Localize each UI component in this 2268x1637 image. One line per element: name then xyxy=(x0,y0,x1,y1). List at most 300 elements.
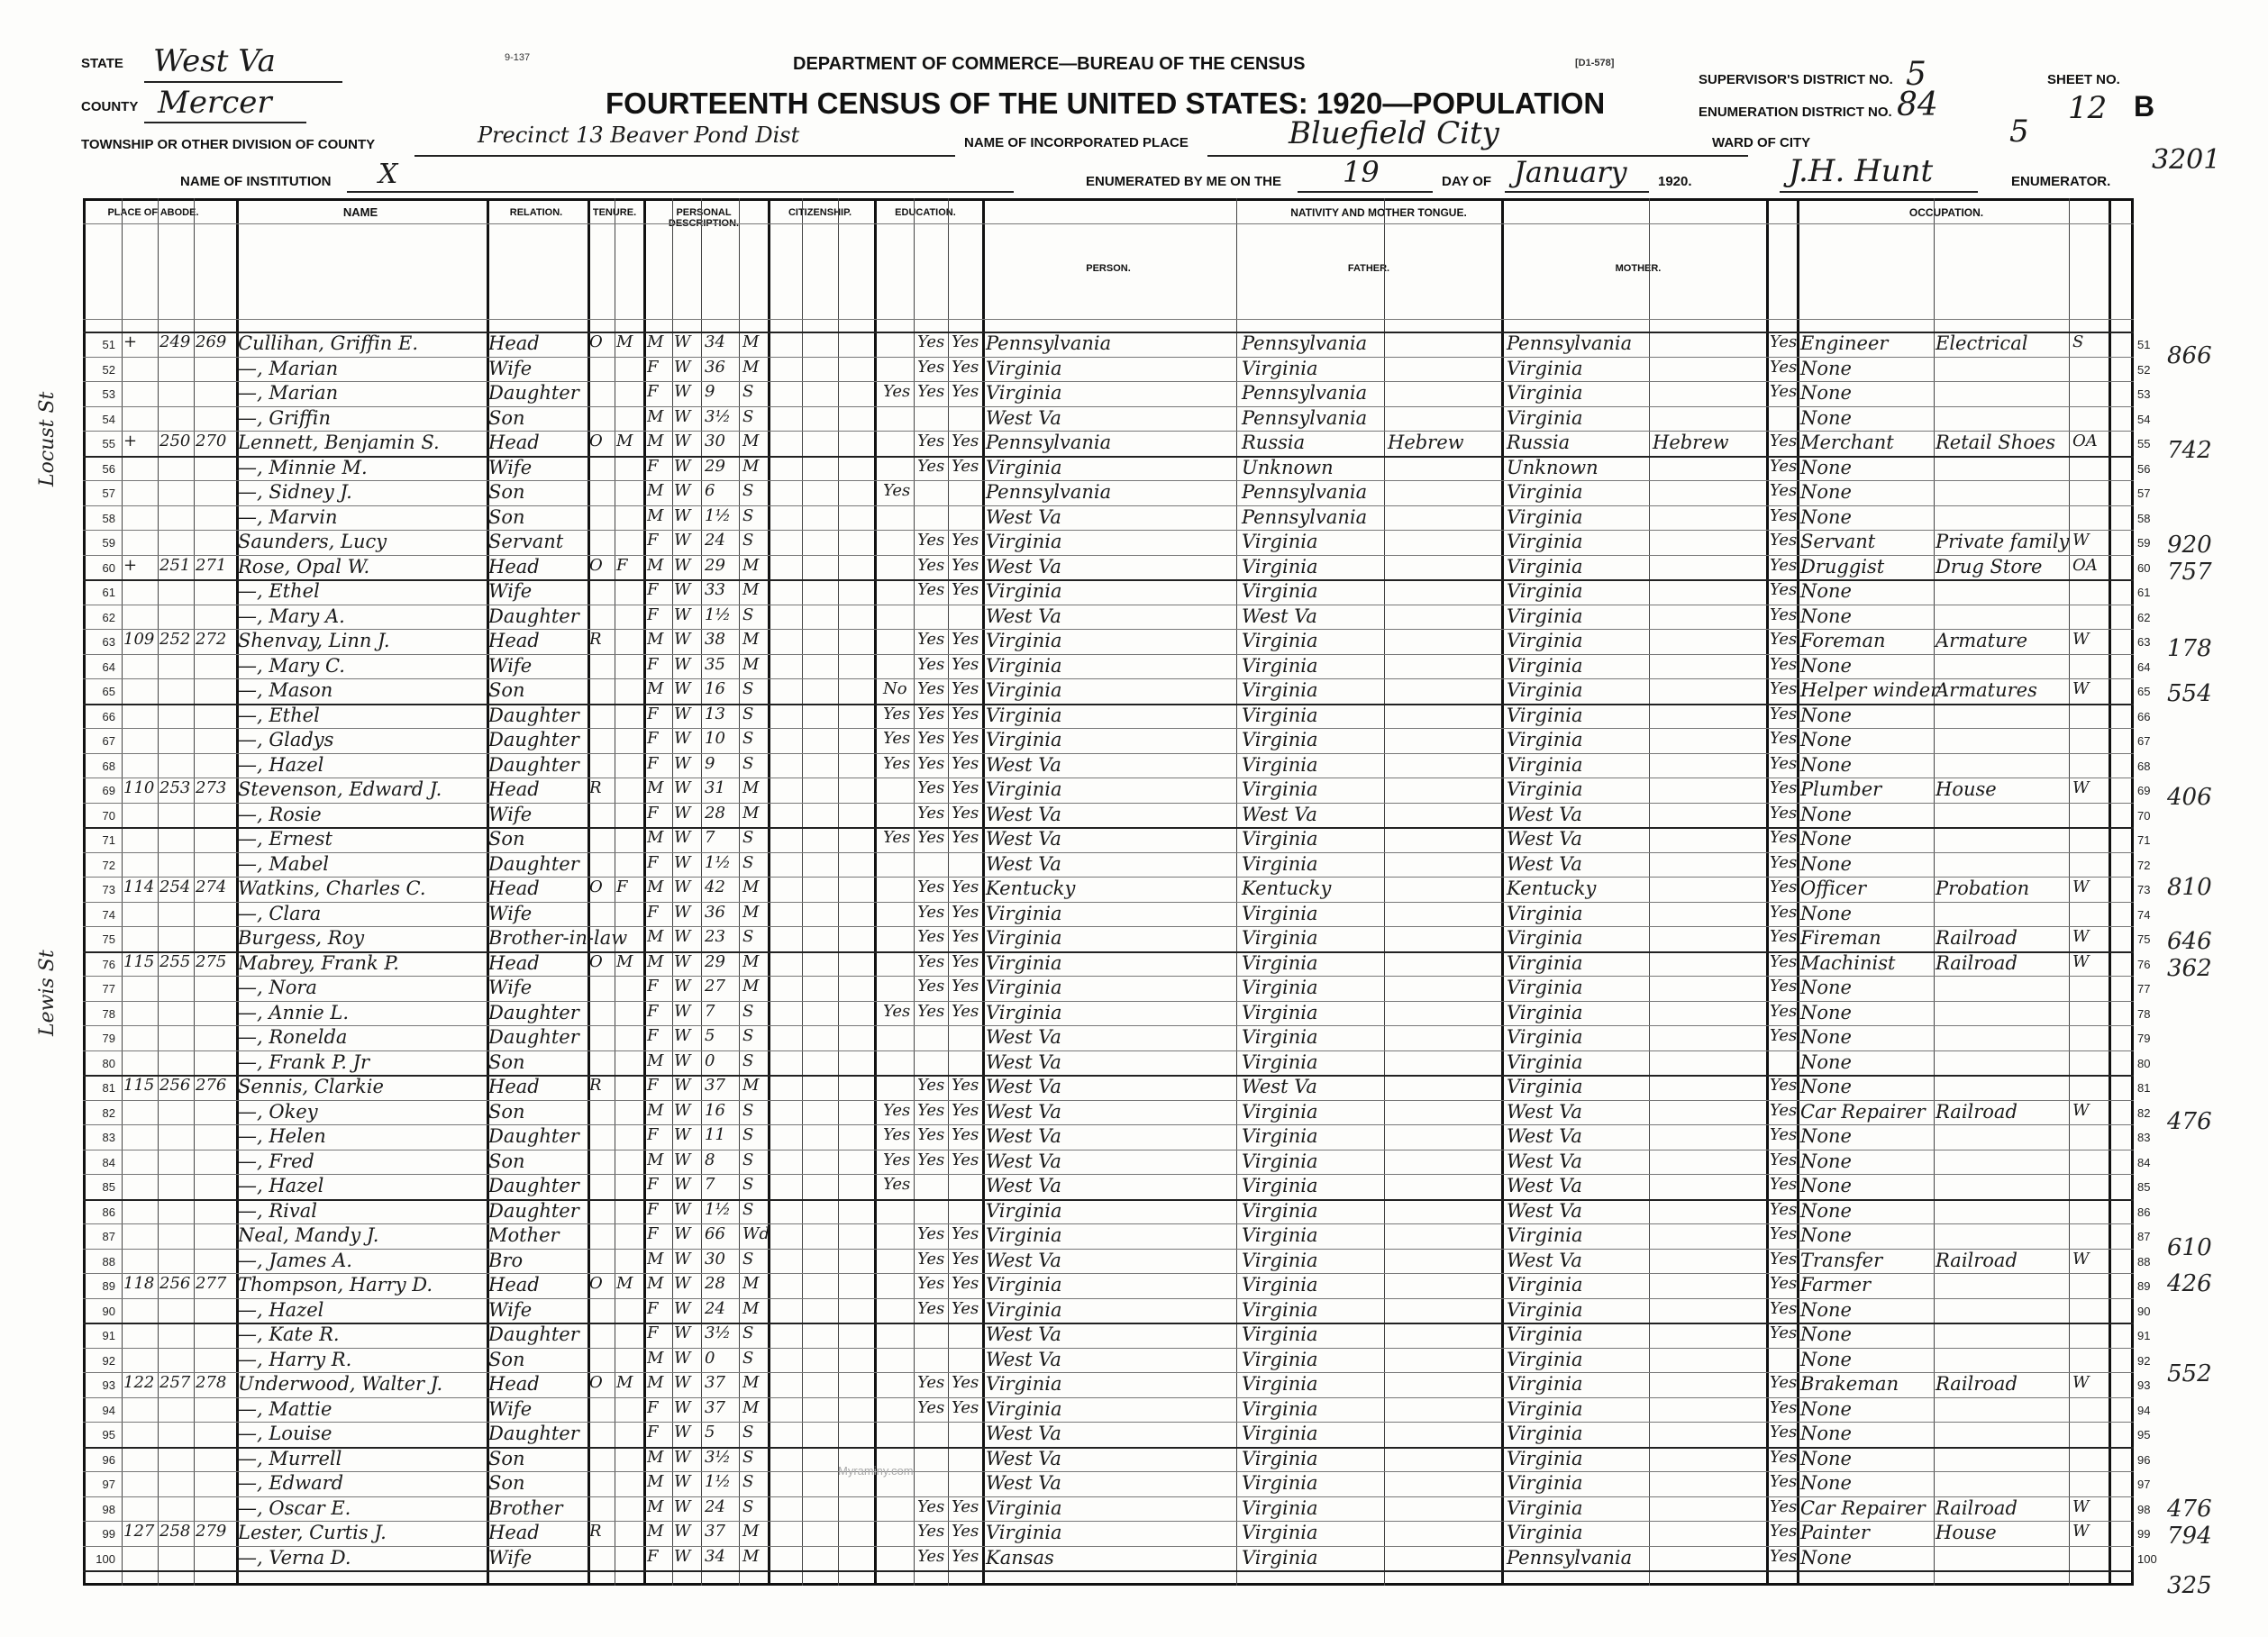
cell-pob: Virginia xyxy=(986,1522,1062,1543)
right-margin-note: 325 xyxy=(2167,1572,2212,1599)
line-number-right: 60 xyxy=(2137,560,2151,575)
cell-read: Yes xyxy=(917,878,945,896)
cell-ms: M xyxy=(742,1274,760,1293)
column-number-rule xyxy=(83,319,2134,320)
cell-street: 127 xyxy=(123,1522,155,1541)
cell-mpob: Virginia xyxy=(1507,927,1583,949)
cell-ms: S xyxy=(742,406,754,426)
cell-fpob: Virginia xyxy=(1242,1026,1318,1048)
cell-write: Yes xyxy=(952,927,979,946)
line-number-right: 72 xyxy=(2137,858,2151,872)
cell-cls: W xyxy=(2072,1373,2090,1392)
cell-fpob: Virginia xyxy=(1242,1125,1318,1147)
cell-read: Yes xyxy=(917,1373,945,1392)
cell-cls: W xyxy=(2072,679,2090,698)
cell-ind: Retail Shoes xyxy=(1936,432,2056,453)
cell-mpob: Virginia xyxy=(1507,481,1583,503)
enumerated-label: ENUMERATED BY ME ON THE xyxy=(1086,174,1281,189)
cell-ms: S xyxy=(742,481,754,500)
line-number-right: 56 xyxy=(2137,461,2151,476)
cell-ms: S xyxy=(742,729,754,748)
cell-occ: None xyxy=(1800,1199,1852,1222)
cell-age: 1½ xyxy=(705,505,731,525)
cell-write: Yes xyxy=(952,902,979,922)
cell-rel: Head xyxy=(488,878,540,899)
cell-occ: Car Repairer xyxy=(1800,1496,1926,1519)
cell-age: 1½ xyxy=(705,605,731,624)
supervisor-value: 5 xyxy=(1906,56,1926,93)
cell-pob: Pennsylvania xyxy=(986,332,1112,354)
group-name: NAME xyxy=(342,205,378,219)
cell-race: W xyxy=(674,1323,691,1342)
cell-name: —, Ethel xyxy=(238,580,320,602)
cell-occ: None xyxy=(1800,729,1852,750)
cell-rel: Daughter xyxy=(488,1001,579,1023)
cell-ms: M xyxy=(742,654,760,674)
cell-rel: Daughter xyxy=(488,1323,579,1345)
cell-sex: M xyxy=(647,432,664,450)
corner-number: 3201 xyxy=(2152,144,2221,176)
cell-pob: West Va xyxy=(986,1026,1061,1048)
margin-street-bottom: Lewis St xyxy=(36,950,59,1036)
cell-occ: Machinist xyxy=(1800,951,1896,974)
cell-pob: West Va xyxy=(986,1348,1061,1370)
line-number-right: 89 xyxy=(2137,1279,2151,1293)
cell-name: —, Mason xyxy=(238,679,333,701)
cell-eng: Yes xyxy=(1770,1546,1798,1566)
line-number: 86 xyxy=(102,1205,115,1219)
cell-eng: Yes xyxy=(1770,654,1798,674)
cell-sex: M xyxy=(647,1249,664,1269)
cell-ms: M xyxy=(742,1546,760,1566)
cell-pob: Virginia xyxy=(986,630,1062,651)
cell-school: Yes xyxy=(883,753,911,773)
cell-fam: 273 xyxy=(196,778,227,797)
cell-fpob: Virginia xyxy=(1242,1001,1318,1023)
cell-ms: S xyxy=(742,679,754,698)
cell-sex: F xyxy=(647,382,659,401)
cell-name: —, Okey xyxy=(238,1100,318,1123)
cell-read: Yes xyxy=(917,332,945,351)
cell-rel: Wife xyxy=(488,654,533,677)
cell-fpob: Virginia xyxy=(1242,1274,1318,1296)
cell-sex: F xyxy=(647,902,659,922)
cell-eng: Yes xyxy=(1770,1076,1798,1095)
cell-dw: 249 xyxy=(159,332,191,351)
cell-pob: West Va xyxy=(986,505,1061,528)
cell-read: Yes xyxy=(917,828,945,847)
cell-rel: Wife xyxy=(488,580,533,602)
line-number: 71 xyxy=(102,833,115,847)
line-number: 89 xyxy=(102,1279,115,1293)
form-number: 9-137 xyxy=(505,52,531,63)
cell-age: 37 xyxy=(705,1373,725,1392)
cell-occ: None xyxy=(1800,1076,1852,1097)
cell-cls: S xyxy=(2072,332,2084,351)
cell-ms: M xyxy=(742,1373,760,1392)
cell-rel: Wife xyxy=(488,1546,533,1569)
cell-race: W xyxy=(674,1026,691,1045)
cell-mpob: Virginia xyxy=(1507,977,1583,998)
right-margin-note: 920 xyxy=(2167,532,2212,559)
cell-sex: F xyxy=(647,1423,659,1441)
cell-street: 110 xyxy=(123,778,155,797)
cell-fpob: Pennsylvania xyxy=(1242,406,1368,429)
cell-name: Thompson, Harry D. xyxy=(238,1274,433,1296)
line-number: 84 xyxy=(102,1155,115,1169)
right-margin-note: 866 xyxy=(2167,342,2212,369)
cell-eng: Yes xyxy=(1770,852,1798,872)
cell-age: 33 xyxy=(705,580,725,599)
cell-sex: M xyxy=(647,1373,664,1392)
cell-ms: S xyxy=(742,1496,754,1516)
cell-ms: S xyxy=(742,1100,754,1120)
cell-ind: Electrical xyxy=(1936,332,2028,354)
cell-mpob: Virginia xyxy=(1507,630,1583,651)
cell-own: R xyxy=(589,630,602,649)
cell-pob: Pennsylvania xyxy=(986,481,1112,503)
supervisor-label: SUPERVISOR'S DISTRICT NO. xyxy=(1699,72,1893,87)
cell-name: —, Louise xyxy=(238,1423,332,1444)
cell-rel: Son xyxy=(488,1472,525,1494)
cell-ms: S xyxy=(742,605,754,624)
line-number-right: 84 xyxy=(2137,1155,2151,1169)
cell-read: Yes xyxy=(917,679,945,698)
cell-sex: F xyxy=(647,1224,659,1243)
cell-occ: Druggist xyxy=(1800,555,1885,577)
cell-ind: Railroad xyxy=(1936,1373,2018,1395)
cell-pob: Virginia xyxy=(986,382,1062,404)
cell-rel: Daughter xyxy=(488,753,579,776)
cell-name: —, Mabel xyxy=(238,852,329,875)
cell-write: Yes xyxy=(952,704,979,723)
cell-read: Yes xyxy=(917,778,945,797)
cell-occ: None xyxy=(1800,1447,1852,1469)
line-number-right: 66 xyxy=(2137,709,2151,723)
cell-age: 38 xyxy=(705,630,725,649)
cell-occ: None xyxy=(1800,481,1852,503)
cell-own: O xyxy=(589,1274,603,1293)
cell-pob: Virginia xyxy=(986,1224,1062,1246)
cell-race: W xyxy=(674,704,691,723)
cell-fpob: Virginia xyxy=(1242,679,1318,701)
cell-ms: Wd xyxy=(742,1224,770,1243)
cell-pob: Virginia xyxy=(986,1199,1062,1222)
line-number: 67 xyxy=(102,734,115,748)
cell-mpob: Virginia xyxy=(1507,1496,1583,1519)
cell-write: Yes xyxy=(952,1373,979,1392)
cell-school: Yes xyxy=(883,704,911,723)
cell-name: —, James A. xyxy=(238,1249,352,1271)
cell-pob: Virginia xyxy=(986,1373,1062,1395)
cell-ms: M xyxy=(742,332,760,351)
cell-pob: Kentucky xyxy=(986,878,1076,899)
cell-ind: Railroad xyxy=(1936,1249,2018,1271)
line-number-right: 93 xyxy=(2137,1378,2151,1392)
state-value: West Va xyxy=(153,43,276,79)
cell-pob: West Va xyxy=(986,1175,1061,1196)
cell-ms: M xyxy=(742,432,760,450)
cell-dw: 250 xyxy=(159,432,191,450)
cell-own: O xyxy=(589,951,603,971)
cell-sex: F xyxy=(647,357,659,377)
cell-mpob: West Va xyxy=(1507,1199,1582,1222)
line-number-right: 61 xyxy=(2137,586,2151,599)
cell-rel: Daughter xyxy=(488,704,579,726)
cell-mpob: Virginia xyxy=(1507,1076,1583,1097)
cell-occ: None xyxy=(1800,902,1852,924)
cell-fpob: Pennsylvania xyxy=(1242,382,1368,404)
cell-read: Yes xyxy=(917,1224,945,1243)
cell-sex: M xyxy=(647,1150,664,1169)
cell-age: 16 xyxy=(705,679,725,698)
cell-race: W xyxy=(674,1125,691,1144)
cell-street: + xyxy=(123,555,138,575)
cell-ms: M xyxy=(742,580,760,599)
cell-name: Underwood, Walter J. xyxy=(238,1373,443,1395)
cell-race: W xyxy=(674,1348,691,1368)
cell-age: 35 xyxy=(705,654,725,674)
cell-mpob: Virginia xyxy=(1507,902,1583,924)
cell-write: Yes xyxy=(952,977,979,996)
cell-fpob: Virginia xyxy=(1242,951,1318,974)
line-number-right: 53 xyxy=(2137,387,2151,401)
cell-dw: 256 xyxy=(159,1076,191,1095)
cell-cls: W xyxy=(2072,1100,2090,1120)
cell-mpob: Unknown xyxy=(1507,456,1599,478)
cell-fpob: Virginia xyxy=(1242,753,1318,776)
cell-write: Yes xyxy=(952,630,979,649)
cell-ms: S xyxy=(742,927,754,946)
cell-ms: S xyxy=(742,753,754,773)
enumerated-day: 19 xyxy=(1343,155,1380,189)
cell-occ: Servant xyxy=(1800,531,1876,552)
cell-ind: Railroad xyxy=(1936,927,2018,949)
cell-rel: Daughter xyxy=(488,1175,579,1196)
cell-write: Yes xyxy=(952,1546,979,1566)
right-margin-note: 554 xyxy=(2167,680,2212,707)
cell-age: 36 xyxy=(705,357,725,377)
cell-street: 109 xyxy=(123,630,155,649)
cell-occ: None xyxy=(1800,1423,1852,1444)
line-number-right: 68 xyxy=(2137,759,2151,773)
line-number: 51 xyxy=(102,338,115,351)
cell-occ: None xyxy=(1800,753,1852,776)
cell-mpob: Virginia xyxy=(1507,1050,1583,1073)
cell-race: W xyxy=(674,406,691,426)
cell-name: Lester, Curtis J. xyxy=(238,1522,387,1543)
line-number: 79 xyxy=(102,1032,115,1045)
line-number-right: 54 xyxy=(2137,412,2151,426)
cell-mpob: Virginia xyxy=(1507,382,1583,404)
enumerator-label: ENUMERATOR. xyxy=(2011,174,2111,189)
cell-fpob: Virginia xyxy=(1242,1522,1318,1543)
cell-cls: W xyxy=(2072,1249,2090,1269)
cell-rel: Head xyxy=(488,1076,540,1097)
cell-rel: Son xyxy=(488,1100,525,1123)
cell-street: 115 xyxy=(123,1076,155,1095)
cell-age: 24 xyxy=(705,531,725,550)
line-number: 69 xyxy=(102,784,115,797)
right-margin-note: 178 xyxy=(2167,635,2212,662)
line-number: 90 xyxy=(102,1304,115,1318)
cell-race: W xyxy=(674,1175,691,1194)
cell-street: + xyxy=(123,432,138,450)
cell-fpob: Virginia xyxy=(1242,555,1318,577)
right-margin-note: 552 xyxy=(2167,1360,2212,1387)
cell-write: Yes xyxy=(952,531,979,550)
cell-fpob: Virginia xyxy=(1242,977,1318,998)
cell-eng: Yes xyxy=(1770,605,1798,624)
cell-occ: None xyxy=(1800,580,1852,602)
cell-own: R xyxy=(589,1522,602,1541)
cell-race: W xyxy=(674,1298,691,1318)
cell-sex: F xyxy=(647,456,659,476)
line-number-right: 95 xyxy=(2137,1428,2151,1441)
cell-age: 27 xyxy=(705,977,725,996)
cell-race: W xyxy=(674,531,691,550)
line-number-right: 70 xyxy=(2137,808,2151,823)
cell-age: 1½ xyxy=(705,1472,731,1491)
line-number-right: 62 xyxy=(2137,610,2151,624)
cell-fpob: Pennsylvania xyxy=(1242,481,1368,503)
cell-mort: M xyxy=(616,332,633,351)
cell-age: 0 xyxy=(705,1050,715,1070)
cell-write: Yes xyxy=(952,1274,979,1293)
group-personal: PERSONAL DESCRIPTION. xyxy=(668,207,740,229)
cell-pob: West Va xyxy=(986,753,1061,776)
line-number-right: 52 xyxy=(2137,362,2151,377)
sheet-letter: B xyxy=(2134,90,2155,123)
census-title: FOURTEENTH CENSUS OF THE UNITED STATES: 1920—POPULATION xyxy=(606,86,1606,120)
state-label: STATE xyxy=(81,56,123,71)
line-number: 66 xyxy=(102,709,115,723)
cell-sex: F xyxy=(647,654,659,674)
cell-age: 3½ xyxy=(705,1323,731,1342)
cell-write: Yes xyxy=(952,878,979,896)
cell-name: Stevenson, Edward J. xyxy=(238,778,442,800)
cell-sex: M xyxy=(647,332,664,351)
cell-school: No xyxy=(883,679,907,698)
cell-sex: M xyxy=(647,1522,664,1541)
cell-name: Rose, Opal W. xyxy=(238,555,370,577)
cell-eng: Yes xyxy=(1770,1001,1798,1021)
group-father: FATHER. xyxy=(1347,263,1390,274)
cell-age: 36 xyxy=(705,902,725,922)
cell-fpob: Virginia xyxy=(1242,704,1318,726)
cell-read: Yes xyxy=(917,580,945,599)
cell-fpob: Virginia xyxy=(1242,729,1318,750)
cell-read: Yes xyxy=(917,630,945,649)
cell-name: —, Hazel xyxy=(238,1175,324,1196)
line-number-right: 85 xyxy=(2137,1180,2151,1194)
cell-mpob: Virginia xyxy=(1507,778,1583,800)
cell-fam: 270 xyxy=(196,432,227,450)
cell-eng: Yes xyxy=(1770,1397,1798,1417)
cell-fpob: Virginia xyxy=(1242,654,1318,677)
cell-age: 28 xyxy=(705,803,725,823)
cell-ms: S xyxy=(742,1199,754,1219)
cell-eng: Yes xyxy=(1770,778,1798,797)
cell-sex: M xyxy=(647,1274,664,1293)
cell-ind: Probation xyxy=(1936,878,2030,899)
cell-school: Yes xyxy=(883,481,911,500)
line-number: 62 xyxy=(102,610,115,624)
line-number: 72 xyxy=(102,858,115,872)
cell-read: Yes xyxy=(917,456,945,476)
cell-sex: F xyxy=(647,704,659,723)
cell-pob: Virginia xyxy=(986,1001,1062,1023)
cell-school: Yes xyxy=(883,1001,911,1021)
cell-sex: M xyxy=(647,1050,664,1070)
cell-eng: Yes xyxy=(1770,977,1798,996)
cell-age: 5 xyxy=(705,1026,715,1045)
day-of-label: DAY OF xyxy=(1442,174,1492,189)
line-number-right: 76 xyxy=(2137,957,2151,971)
cell-ind: Armatures xyxy=(1936,679,2037,701)
cell-age: 31 xyxy=(705,778,725,797)
cell-street: + xyxy=(123,332,138,351)
cell-ms: M xyxy=(742,1397,760,1417)
cell-race: W xyxy=(674,803,691,823)
cell-rel: Wife xyxy=(488,803,533,825)
cell-race: W xyxy=(674,580,691,599)
cell-pob: Virginia xyxy=(986,951,1062,974)
line-number: 55 xyxy=(102,437,115,450)
cell-occ: None xyxy=(1800,1472,1852,1494)
cell-ind: Railroad xyxy=(1936,1496,2018,1519)
cell-sex: F xyxy=(647,1001,659,1021)
line-number: 88 xyxy=(102,1254,115,1269)
cell-pob: Virginia xyxy=(986,729,1062,750)
line-number: 94 xyxy=(102,1403,115,1417)
cell-eng: Yes xyxy=(1770,432,1798,450)
cell-mpob: Virginia xyxy=(1507,505,1583,528)
cell-name: Saunders, Lucy xyxy=(238,531,387,552)
cell-mpob: Pennsylvania xyxy=(1507,1546,1633,1569)
cell-race: W xyxy=(674,852,691,872)
cell-fpob: Virginia xyxy=(1242,1496,1318,1519)
cell-name: —, Marian xyxy=(238,357,339,379)
cell-age: 7 xyxy=(705,1001,715,1021)
cell-pob: West Va xyxy=(986,1076,1061,1097)
line-number: 82 xyxy=(102,1105,115,1120)
cell-rel: Wife xyxy=(488,357,533,379)
cell-read: Yes xyxy=(917,1546,945,1566)
cell-ms: S xyxy=(742,852,754,872)
cell-dw: 257 xyxy=(159,1373,191,1392)
county-label: COUNTY xyxy=(81,99,139,114)
cell-read: Yes xyxy=(917,1001,945,1021)
cell-read: Yes xyxy=(917,803,945,823)
line-number: 56 xyxy=(102,461,115,476)
cell-pob: West Va xyxy=(986,1323,1061,1345)
line-number-right: 67 xyxy=(2137,734,2151,748)
cell-write: Yes xyxy=(952,1001,979,1021)
cell-mpob: Virginia xyxy=(1507,951,1583,974)
cell-age: 34 xyxy=(705,1546,725,1566)
cell-race: W xyxy=(674,1496,691,1516)
cell-occ: None xyxy=(1800,1224,1852,1246)
cell-eng: Yes xyxy=(1770,1472,1798,1491)
cell-race: W xyxy=(674,1423,691,1441)
cell-occ: Engineer xyxy=(1800,332,1889,354)
cell-fpob: Russia xyxy=(1242,432,1306,453)
agency-line: DEPARTMENT OF COMMERCE—BUREAU OF THE CENSUS xyxy=(793,54,1306,74)
cell-race: W xyxy=(674,357,691,377)
cell-mpob: Virginia xyxy=(1507,654,1583,677)
group-citizenship: CITIZENSHIP. xyxy=(788,207,852,218)
